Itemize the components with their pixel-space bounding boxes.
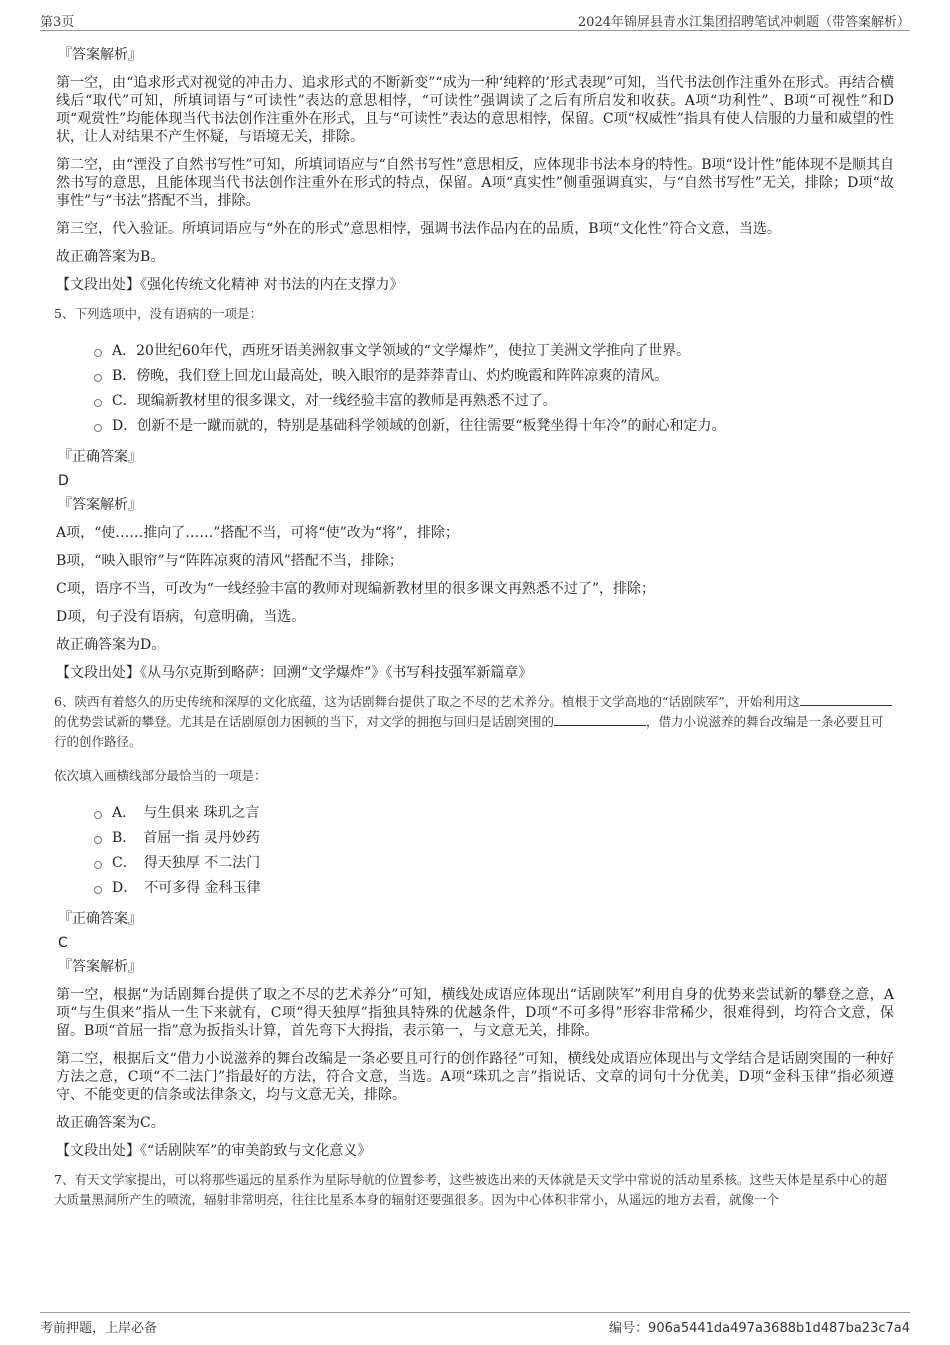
radio-icon[interactable] [94,399,102,407]
footer-slogan: 考前押题，上岸必备 [40,1321,158,1336]
page-footer [40,1312,910,1335]
page-header [40,8,910,31]
q6-conclusion: 故正确答案为C。 [56,1115,165,1131]
q5-question: 5、下列选项中，没有语病的一项是： [54,306,262,321]
q6-option-d[interactable] [94,875,894,900]
document-body [56,40,894,1224]
q4-analysis-p3: 第三空，代入验证。所填词语应与“外在的形式”意思相悖，强调书法作品内在的品质，B项“文化性”符合文意，当选。 [56,221,781,237]
q6-text-part1: 6、陕西有着悠久的历史传统和深厚的文化底蕴，这为话剧舞台提供了取之不尽的艺术养分。植根于文学高地的“话剧陕军”，开始利用这 [54,694,800,709]
q6-source: 【文段出处】《“话剧陕军”的审美韵致与文化意义》 [56,1143,372,1159]
document-id-label: 编号： [609,1321,649,1336]
option-label: D．创新不是一蹴而就的，特别是基础科学领域的创新，往往需要“板凳坐得十年冷”的耐心和定力。 [112,417,726,434]
q6-analysis-p1: 第一空，根据“为话剧舞台提供了取之不尽的艺术养分”可知，横线处成语应体现出“话剧陕军”利用自身的优势来尝试新的攀登之意，A项“与生俱来”指从一生下来就有，C项“得天独厚”指独具特殊的优越条件，D项“不可多得”形容非常稀少，很难得到，均符合文意，保留。B项“首屈一指”意为扳指头计算，首先弯下大拇指，表示第一，与文意无关，排除。 [56,987,894,1039]
q7-question: 7、有天文学家提出，可以将那些遥远的星系作为星际导航的位置参考，这些被选出来的天体就是天文学中常说的活动星系核。这些天体是星系中心的超大质量黑洞所产生的喷流，辐射非常明亮，往往比星系本身的辐射还要强很多。因为中心体积非常小，从遥远的地方去看，就像一个 [54,1172,887,1207]
q6-option-a[interactable] [94,800,894,825]
page-number: 第3页 [40,15,75,30]
document-id [609,1317,910,1336]
option-label: A．20世纪60年代，西班牙语美洲叙事文学领域的“文学爆炸”，使拉丁美洲文学推向了世界。 [112,342,691,359]
correct-answer-label: 『正确答案』 [58,449,142,465]
q4-conclusion: 故正确答案为B。 [56,249,165,265]
q4-analysis-p2: 第二空，由“湮没了自然书写性”可知，所填词语应与“自然书写性”意思相反，应体现非书法本身的特性。B项“设计性”能体现不是顺其自然书写的意思，且能体现当代书法创作注重外在形式的特点，保留。A项“真实性”侧重强调真实，与“自然书写性”无关，排除；D项“故事性”与“书法”搭配不当，排除。 [56,157,894,209]
option-label: C． 得天独厚 不二法门 [112,854,261,871]
radio-icon[interactable] [94,349,102,357]
q5-source: 【文段出处】《从马尔克斯到略萨：回溯“文学爆炸”》《书写科技强军新篇章》 [56,665,533,681]
q5-analysis-a: A项，“使……推向了……”搭配不当，可将“使”改为“将”，排除； [56,525,460,541]
q6-text-part3: ，借力小说滋养的舞台改编是一条必要且可行的创作路径。 [54,714,884,749]
blank-line [800,693,892,706]
q5-analysis-d: D项，句子没有语病，句意明确，当选。 [56,609,306,625]
q5-answer: D [58,473,69,489]
radio-icon[interactable] [94,811,102,819]
q6-option-c[interactable] [94,850,894,875]
radio-icon[interactable] [94,374,102,382]
q4-analysis-p1: 第一空，由“追求形式对视觉的冲击力、追求形式的不断新变”“成为一种‘纯粹的’形式表现”可知，当代书法创作注重外在形式。再结合横线后“取代”可知，所填词语与“可读性”表达的意思相悖，“可读性”强调读了之后有所启发和收获。A项“功利性”、B项“可视性”和D项“观赏性”均能体现当代书法创作注重外在形式，且与“可读性”表达的意思相悖，保留。C项“权威性”指具有使人信服的力量和威望的性状，让人对结果不产生怀疑，与语境无关，排除。 [56,75,894,145]
option-label: B． 首屈一指 灵丹妙药 [112,829,260,846]
option-label: A． 与生俱来 珠玑之言 [112,804,260,821]
analysis-label: 『答案解析』 [58,497,142,513]
blank-line [554,713,646,726]
q6-option-b[interactable] [94,825,894,850]
q6-options [94,800,894,900]
q4-source: 【文段出处】《强化传统文化精神 对书法的内在支撑力》 [56,277,404,293]
q6-text-part2: 的优势尝试新的攀登。尤其是在话剧原创力困顿的当下，对文学的拥抱与回归是话剧突围的 [54,714,555,729]
option-label: C．现编新教材里的很多课文，对一线经验丰富的教师是再熟悉不过了。 [112,392,557,409]
q5-conclusion: 故正确答案为D。 [56,637,166,653]
document-id-value: 906a5441da497a3688b1d487ba23c7a4 [648,1321,910,1336]
correct-answer-label: 『正确答案』 [58,911,142,927]
q6-answer: C [58,935,68,951]
q5-option-b[interactable] [94,363,894,388]
analysis-label: 『答案解析』 [58,959,142,975]
radio-icon[interactable] [94,424,102,432]
q5-options [94,338,894,438]
q6-question [54,692,894,752]
q5-option-c[interactable] [94,388,894,413]
q5-analysis-b: B项，“映入眼帘”与“阵阵凉爽的清风”搭配不当，排除； [56,553,403,569]
q5-option-a[interactable] [94,338,894,363]
radio-icon[interactable] [94,836,102,844]
option-label: B．傍晚，我们登上回龙山最高处，映入眼帘的是莽莽青山、灼灼晚霞和阵阵凉爽的清风。 [112,367,669,384]
q5-analysis-c: C项，语序不当，可改为“一线经验丰富的教师对现编新教材里的很多课文再熟悉不过了”，排除； [56,581,656,597]
q6-analysis-p2: 第二空，根据后文“借力小说滋养的舞台改编是一条必要且可行的创作路径”可知，横线处成语应体现出与文学结合是话剧突围的一种好方法之意，C项“不二法门”指最好的方法，符合文意，当选。A项“珠玑之言”指说话、文章的词句十分优美，D项“金科玉律”指必须遵守、不能变更的信条或法律条文，均与文意无关，排除。 [56,1051,894,1103]
q6-prompt: 依次填入画横线部分最恰当的一项是： [54,768,267,783]
option-label: D． 不可多得 金科玉律 [112,879,261,896]
analysis-label: 『答案解析』 [58,47,142,63]
document-title: 2024年锦屏县青水江集团招聘笔试冲刺题（带答案解析） [577,15,910,30]
radio-icon[interactable] [94,861,102,869]
q5-option-d[interactable] [94,413,894,438]
radio-icon[interactable] [94,886,102,894]
